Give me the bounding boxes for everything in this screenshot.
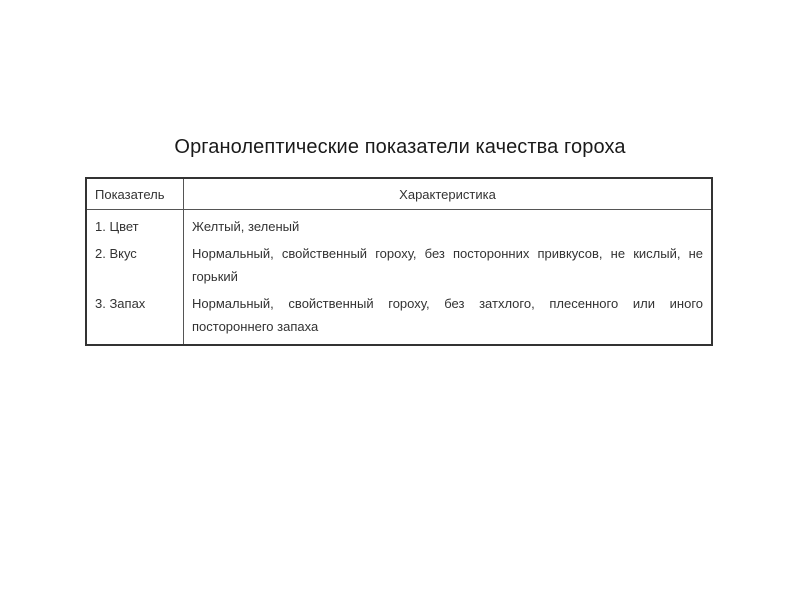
table-row-taste [86, 238, 712, 288]
table-row-smell [86, 288, 712, 345]
indicator-cell: 1. Цвет [86, 210, 184, 239]
page-title: Органолептические показатели качества гороха [174, 136, 626, 158]
header-indicator: Показатель [86, 178, 184, 210]
quality-indicators-table [85, 177, 713, 346]
header-characteristic: Характеристика [184, 178, 713, 210]
table-header-row [86, 178, 712, 210]
table-row-color [86, 210, 712, 239]
characteristic-cell: Желтый, зеленый [192, 219, 300, 234]
characteristic-cell: Нормальный, свойственный гороху, без затхлого, плесенного или иного постороннего запаха [192, 296, 703, 334]
indicator-cell: 3. Запах [86, 288, 184, 345]
characteristic-cell: Нормальный, свойственный гороху, без посторонних привкусов, не кислый, не горький [192, 246, 703, 284]
indicator-cell: 2. Вкус [86, 238, 184, 288]
